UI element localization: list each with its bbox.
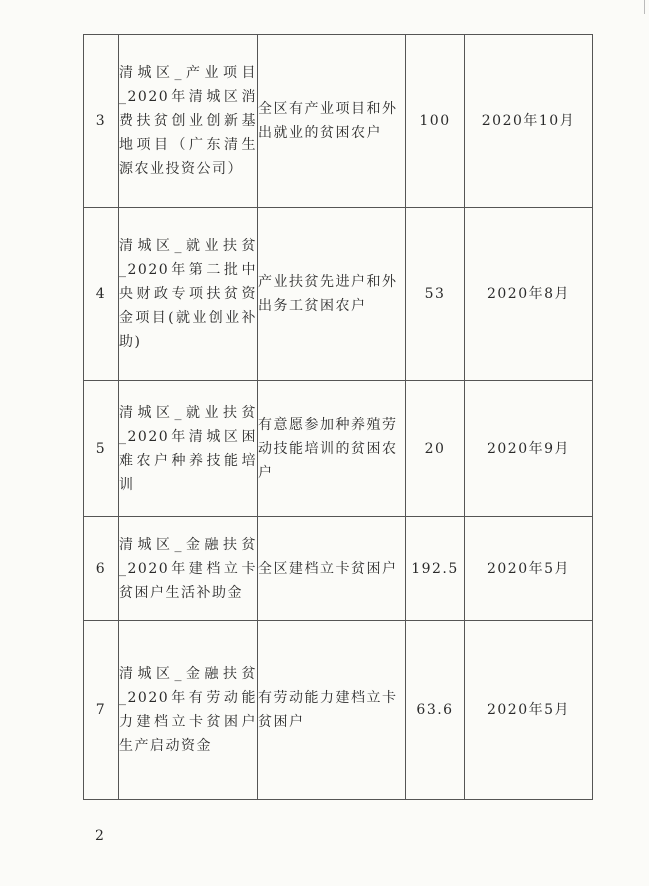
row-number: 4: [84, 208, 119, 381]
table-row: [84, 381, 593, 517]
row-number: 6: [84, 517, 119, 621]
project-name: 清城区_金融扶贫_2020年有劳动能力建档立卡贫困户生产启动资金: [119, 621, 258, 800]
row-number: 3: [84, 35, 119, 208]
target-group: 全区建档立卡贫困户: [258, 517, 406, 621]
completion-date: 2020年5月: [465, 621, 593, 800]
project-table: [83, 34, 593, 800]
project-name: 清城区_就业扶贫_2020年清城区困难农户种养技能培训: [119, 381, 258, 517]
project-name: 清城区_产业项目_2020年清城区消费扶贫创业创新基地项目（广东清生源农业投资公司）: [119, 35, 258, 208]
completion-date: 2020年9月: [465, 381, 593, 517]
completion-date: 2020年8月: [465, 208, 593, 381]
page-number: 2: [95, 828, 104, 844]
fund-amount: 20: [406, 381, 465, 517]
completion-date: 2020年10月: [465, 35, 593, 208]
project-name: 清城区_就业扶贫_2020年第二批中央财政专项扶贫资金项目(就业创业补助): [119, 208, 258, 381]
completion-date: 2020年5月: [465, 517, 593, 621]
fund-amount: 63.6: [406, 621, 465, 800]
target-group: 有意愿参加种养殖劳动技能培训的贫困农户: [258, 381, 406, 517]
target-group: 有劳动能力建档立卡贫困户: [258, 621, 406, 800]
table-row: [84, 35, 593, 208]
target-group: 产业扶贫先进户和外出务工贫困农户: [258, 208, 406, 381]
table-row: [84, 517, 593, 621]
fund-amount: 100: [406, 35, 465, 208]
row-number: 7: [84, 621, 119, 800]
fund-amount: 192.5: [406, 517, 465, 621]
fund-amount: 53: [406, 208, 465, 381]
table-row: [84, 208, 593, 381]
row-number: 5: [84, 381, 119, 517]
scan-edge-mark: [644, 0, 645, 14]
table-row: [84, 621, 593, 800]
target-group: 全区有产业项目和外出就业的贫困农户: [258, 35, 406, 208]
project-name: 清城区_金融扶贫_2020年建档立卡贫困户生活补助金: [119, 517, 258, 621]
